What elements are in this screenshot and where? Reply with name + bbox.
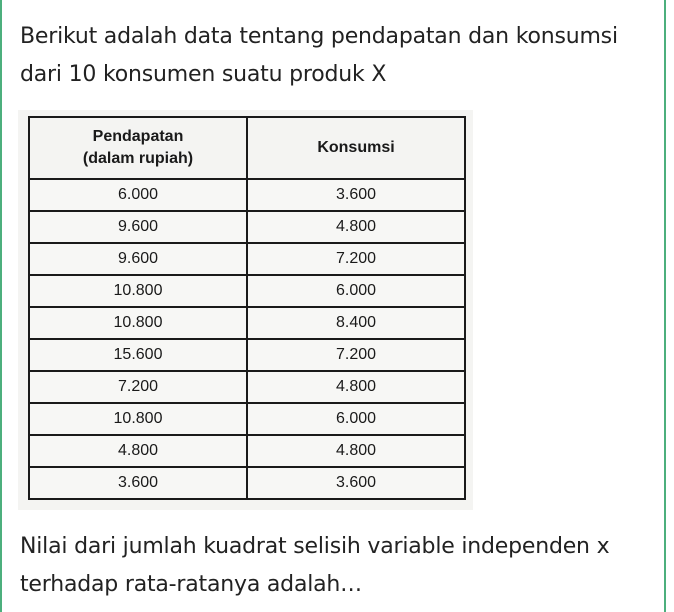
header-consumption: Konsumsi — [247, 117, 465, 179]
header-income-line2: (dalam rupiah) — [82, 150, 194, 167]
cell-income: 3.600 — [29, 467, 247, 499]
cell-consumption: 3.600 — [247, 467, 465, 499]
table-row — [29, 467, 465, 499]
table-row — [29, 179, 465, 211]
cell-income: 15.600 — [29, 339, 247, 371]
table-row — [29, 403, 465, 435]
table-row — [29, 307, 465, 339]
table-row — [29, 211, 465, 243]
cell-income: 7.200 — [29, 371, 247, 403]
left-accent-border — [0, 0, 2, 612]
intro-text: Berikut adalah data tentang pendapatan dan konsumsi dari 10 konsumen suatu produk X — [20, 24, 618, 87]
table-row — [29, 435, 465, 467]
cell-income: 10.800 — [29, 403, 247, 435]
income-consumption-table — [28, 116, 466, 500]
table-image — [18, 110, 473, 510]
cell-consumption: 3.600 — [247, 179, 465, 211]
table-row — [29, 371, 465, 403]
cell-consumption: 6.000 — [247, 275, 465, 307]
table-row — [29, 339, 465, 371]
header-income — [29, 117, 247, 179]
cell-income: 9.600 — [29, 243, 247, 275]
cell-consumption: 4.800 — [247, 211, 465, 243]
cell-consumption: 6.000 — [247, 403, 465, 435]
table-header-row — [29, 117, 465, 179]
cell-consumption: 4.800 — [247, 435, 465, 467]
cell-consumption: 7.200 — [247, 339, 465, 371]
cell-income: 10.800 — [29, 275, 247, 307]
table-row — [29, 275, 465, 307]
cell-consumption: 4.800 — [247, 371, 465, 403]
table-row — [29, 243, 465, 275]
cell-income: 6.000 — [29, 179, 247, 211]
header-income-line1: Pendapatan — [92, 128, 184, 145]
cell-consumption: 7.200 — [247, 243, 465, 275]
cell-consumption: 8.400 — [247, 307, 465, 339]
right-accent-border — [664, 0, 666, 612]
question-text: Nilai dari jumlah kuadrat selisih variable independen x terhadap rata-ratanya adalah… — [20, 534, 610, 597]
cell-income: 9.600 — [29, 211, 247, 243]
cell-income: 4.800 — [29, 435, 247, 467]
cell-income: 10.800 — [29, 307, 247, 339]
